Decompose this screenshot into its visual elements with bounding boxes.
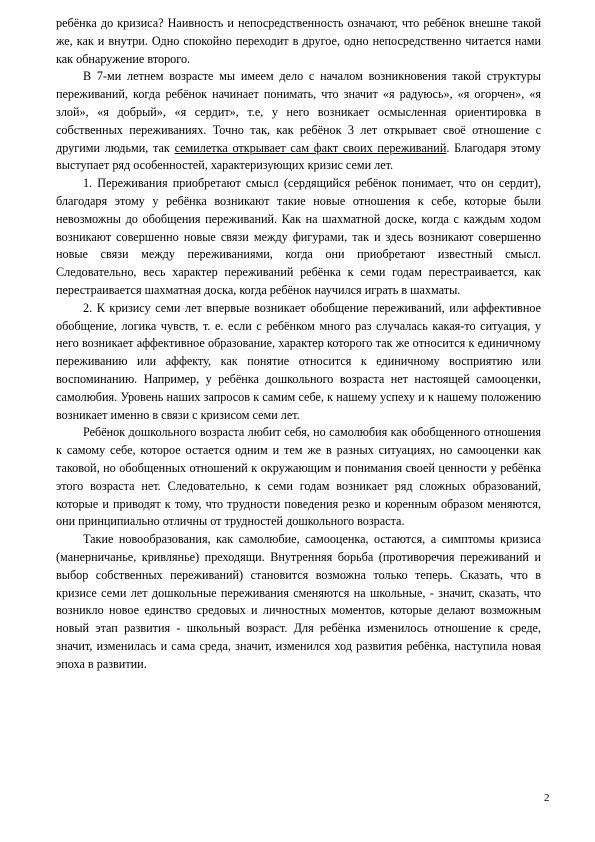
- paragraph: [56, 300, 541, 425]
- paragraph: [56, 68, 541, 175]
- text-run: Ребёнок дошкольного возраста любит себя, но самолюбия как обобщенного отношения к самому себе, которое остается одним и тем же в разных ситуациях, но самооценки как таковой, но обобщенных отношений к окружающим и понимания своей ценности у ребёнка этого возраста нет. Следовательно, к семи годам возникает ряд сложных образований, которые и приводят к тому, что трудности поведения резко и коренным образом меняются, они принципиально отличны от трудностей дошкольного возраста.: [56, 425, 541, 529]
- text-run: ребёнка до кризиса? Наивность и непосредственность означают, что ребёнок внешне такой же, как и внутри. Одно спокойно переходит в другое, одно непосредственно читается нами как обнаружение второго.: [56, 16, 541, 66]
- page-number: 2: [544, 792, 550, 804]
- text-run: В 7-ми летнем возрасте мы имеем дело с началом возникновения такой структуры переживаний, когда ребёнок начинает понимать, что значит «я радуюсь», «я огорчен», «я злой», «я добрый», «я сердит», т.е, у него возникает осмысленная ориентировка в собственных переживаниях. Точно так, как ребёнок 3 лет открывает своё отношение с другими людьми, так: [56, 69, 541, 155]
- text-run: Такие новообразования, как самолюбие, самооценка, остаются, а симптомы кризиса (манерничанье, кривлянье) преходящи. Внутренняя борьба (противоречия переживаний и выбор собственных переживаний) становится возможна только теперь. Сказать, что в кризисе семи лет дошкольные переживания сменяются на школьные, - значит, сказать, что возникло новое единство средовых и личностных моментов, которые делают возможным новый этап развития - школьный возраст. Для ребёнка изменилось отношение к среде, значит, изменилась и сама среда, значит, изменился ход развития ребёнка, наступила новая эпоха в развитии.: [56, 532, 541, 671]
- paragraph: [56, 175, 541, 300]
- text-run: 2. К кризису семи лет впервые возникает обобщение переживаний, или аффективное обобщение, логика чувств, т. е. если с ребёнком много раз случалась какая-то ситуация, у него возникает аффективное образование, характер которого так же относится к единичному переживанию или аффекту, как понятие относится к единичному восприятию или воспоминанию. Например, у ребёнка дошкольного возраста нет настоящей самооценки, самолюбия. Уровень наших запросов к самим себе, к нашему успеху и к нашему положению возникает именно в связи с кризисом семи лет.: [56, 300, 541, 422]
- text-run: 1. Переживания приобретают смысл (сердящийся ребёнок понимает, что он сердит), благодаря этому у ребёнка возникают такие новые отношения к себе, которые были невозможны до обобщения переживаний. Как на шахматной доске, когда с каждым ходом возникают совершенно новые связи между фигурами, так и здесь возникают совершенно новые связи между переживаниями, когда они приобретают известный смысл. Следовательно, весь характер переживаний ребёнка к семи годам перестраивается, как перестраивается шахматная доска, когда ребёнок научился играть в шахматы.: [56, 176, 541, 297]
- body-text: [56, 15, 541, 673]
- paragraph: [56, 15, 541, 68]
- paragraph: [56, 424, 541, 531]
- paragraph: [56, 531, 541, 673]
- text-run: . Благодаря этому выступает ряд особенностей, характеризующих кризис семи лет.: [56, 140, 541, 173]
- underlined-text-run: семилетка открывает сам факт своих переживаний: [174, 140, 447, 155]
